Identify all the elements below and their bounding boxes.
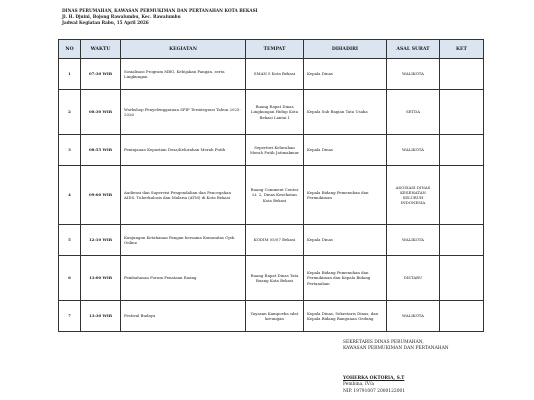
cell-kegiatan: Workshop Penyelenggaraan SPIP Terintegrasi Tahun 2025-2026: [121, 89, 246, 134]
cell-dihadiri: Kepala Dinas: [304, 225, 387, 256]
cell-kegiatan: Pembahasan Forum Penataan Ruang: [121, 255, 246, 300]
cell-no: 3: [59, 134, 81, 165]
cell-tempat: Ruang Rapat Dinas Lingkungan Hidup Kota Bekasi Lantai I: [246, 89, 304, 134]
col-header-kegiatan: KEGIATAN: [121, 40, 246, 59]
signatory-rank: Pembina, IV/a: [343, 382, 374, 388]
cell-waktu: 07:30 WIB: [81, 59, 121, 90]
cell-no: 6: [59, 255, 81, 300]
cell-dihadiri: Kepala Bidang Pemenuhan dan Permukiman: [304, 165, 387, 224]
cell-kegiatan: Kunjungan Ketahanan Pangan bersama Komunitas Ojek Online: [121, 225, 246, 256]
cell-kegiatan: Peninjauan Kepastian Desa/Kelurahan Merah Putih: [121, 134, 246, 165]
schedule-table: [58, 39, 484, 332]
signatory-nip: NIP. 19791007 2000122001: [343, 388, 406, 394]
cell-no: 5: [59, 225, 81, 256]
col-header-asal-surat: ASAL SURAT: [387, 40, 440, 59]
cell-asal-surat: WALIKOTA: [387, 59, 440, 90]
col-header-tempat: TEMPAT: [246, 40, 304, 59]
col-header-no: NO: [59, 40, 81, 59]
table-row: [59, 165, 484, 224]
col-header-dihadiri: DIHADIRI: [304, 40, 387, 59]
cell-kegiatan: Festival Budaya: [121, 301, 246, 332]
agency-name: DINAS PERUMAHAN, KAWASAN PERMUKIMAN DAN PERTANAHAN KOTA BEKASI: [62, 8, 258, 13]
signature-position-line1: SEKRETARIS DINAS PERUMAHAN,: [343, 340, 424, 345]
cell-ket: [440, 134, 484, 165]
cell-tempat: SMAN 5 Kota Bekasi: [246, 59, 304, 90]
cell-ket: [440, 89, 484, 134]
cell-asal-surat: WALIKOTA: [387, 134, 440, 165]
cell-no: 1: [59, 59, 81, 90]
cell-ket: [440, 165, 484, 224]
cell-tempat: Sepertiwi Kelurahan Merah Putih Jatimakmur: [246, 134, 304, 165]
table-row: [59, 301, 484, 332]
document-header: [62, 8, 258, 27]
cell-tempat: Yayasan Kampoeba sdat kreungan: [246, 301, 304, 332]
signature-block-name: [343, 376, 405, 395]
cell-waktu: 09:00 WIB: [81, 165, 121, 224]
signature-block-title: [343, 340, 449, 353]
cell-waktu: 13:00 WIB: [81, 255, 121, 300]
cell-dihadiri: Kepala Dinas: [304, 59, 387, 90]
cell-kegiatan: Sosialisasi Program MBG, Kebijakan Pangan, serta Lingkungan: [121, 59, 246, 90]
cell-asal-surat: WALIKOTA: [387, 301, 440, 332]
cell-tempat: Ruang Rapat Dinas Tata Ruang Kota Bekasi: [246, 255, 304, 300]
cell-asal-surat: WALIKOTA: [387, 225, 440, 256]
cell-waktu: 08:55 WIB: [81, 134, 121, 165]
cell-no: 4: [59, 165, 81, 224]
col-header-ket: KET: [440, 40, 484, 59]
col-header-waktu: WAKTU: [81, 40, 121, 59]
signature-position-line2: KAWASAN PERMUKIMAN DAN PERTANAHAN: [343, 346, 449, 352]
cell-kegiatan: Audiensi dan Supervisi Pengendalian dan Pencegahan AIDS, Tuberkulosis dan Malaria (ATM) di Kota Bekasi: [121, 165, 246, 224]
cell-waktu: 13:30 WIB: [81, 301, 121, 332]
cell-asal-surat: SETDA: [387, 89, 440, 134]
cell-ket: [440, 301, 484, 332]
cell-no: 7: [59, 301, 81, 332]
cell-ket: [440, 255, 484, 300]
cell-dihadiri: Kepala Sub Bagian Tata Usaha: [304, 89, 387, 134]
cell-asal-surat: DISTARU: [387, 255, 440, 300]
cell-waktu: 08:30 WIB: [81, 89, 121, 134]
cell-tempat: KODIM 05/07 Bekasi: [246, 225, 304, 256]
cell-no: 2: [59, 89, 81, 134]
agency-address: Jl. H. Djuini, Bojong Rawalumbu, Kec. Rawalumbu: [62, 14, 181, 20]
table-row: [59, 225, 484, 256]
cell-ket: [440, 225, 484, 256]
cell-asal-surat: ASOSIASI DINAS KESEHATAN SELURUH INDONESIA: [387, 165, 440, 224]
signatory-name: YOHERKA OKTORIA, S.T: [343, 376, 405, 381]
schedule-date: Jadwal Kegiatan Rabu, 15 April 2026: [62, 20, 149, 26]
cell-dihadiri: Kepala Dinas: [304, 134, 387, 165]
cell-dihadiri: Kepala Bidang Pemenuhan dan Permukiman dan Kepala Bidang Pertanahan: [304, 255, 387, 300]
cell-dihadiri: Kepala Dinas, Sekretaris Dinas, dan Kepala Bidang Bangunan Gedung: [304, 301, 387, 332]
table-row: [59, 89, 484, 134]
table-row: [59, 255, 484, 300]
cell-waktu: 12:10 WIB: [81, 225, 121, 256]
table-row: [59, 59, 484, 90]
cell-tempat: Ruang Comment Center Lt. 2, Dinas Kesehatan Kota Bekasi: [246, 165, 304, 224]
table-row: [59, 134, 484, 165]
cell-ket: [440, 59, 484, 90]
table-header-row: [59, 40, 484, 59]
